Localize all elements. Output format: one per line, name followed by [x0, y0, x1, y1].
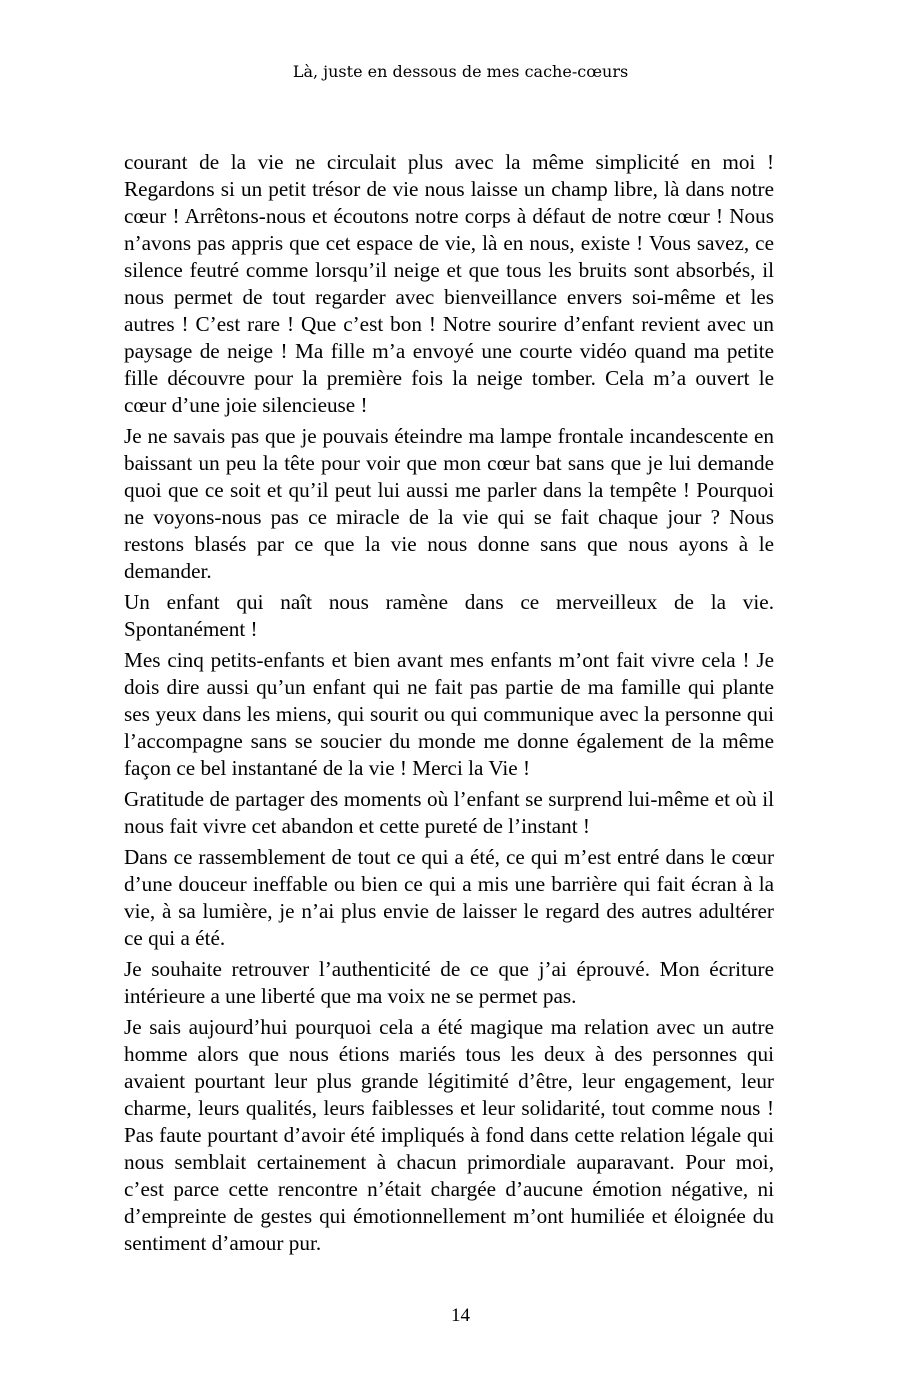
paragraph: Je ne savais pas que je pouvais éteindre ma lampe frontale incandescente en baissant un peu la tête pour voir que mon cœur bat sans que je lui demande quoi que ce soit et qu’il peut lui aussi me parler dans la tempête ! Pourquoi ne voyons-nous pas ce miracle de la vie qui se fait chaque jour ? Nous restons blasés par ce que la vie nous donne sans que nous ayons à le demander. [124, 424, 774, 583]
paragraph: courant de la vie ne circulait plus avec la même simplicité en moi ! Regardons si un petit trésor de vie nous laisse un champ libre, là dans notre cœur ! Arrêtons-nous et écoutons notre corps à défaut de notre cœur ! Nous n’avons pas appris que cet espace de vie, là en nous, existe ! Vous savez, ce silence feutré comme lorsqu’il neige et que tous les bruits sont absorbés, il nous permet de tout regarder avec bienveillance envers soi-même et les autres ! C’est rare ! Que c’est bon ! Notre sourire d’enfant revient avec un paysage de neige ! Ma fille m’a envoyé une courte vidéo quand ma petite fille découvre pour la première fois la neige tomber. Cela m’a ouvert le cœur d’une joie silencieuse ! [124, 150, 774, 417]
paragraph: Gratitude de partager des moments où l’enfant se surprend lui-même et où il nous fait vivre cet abandon et cette pureté de l’instant ! [124, 787, 774, 838]
paragraph: Dans ce rassemblement de tout ce qui a été, ce qui m’est entré dans le cœur d’une douceur ineffable ou bien ce qui a mis une barrière qui fait écran à la vie, à sa lumière, je n’ai plus envie de laisser le regard des autres adultérer ce qui a été. [124, 845, 774, 950]
paragraph: Mes cinq petits-enfants et bien avant mes enfants m’ont fait vivre cela ! Je dois dire aussi qu’un enfant qui ne fait pas partie de ma famille qui plante ses yeux dans les miens, qui sourit ou qui communique avec la personne qui l’accompagne sans se soucier du monde me donne également de la même façon ce bel instantané de la vie ! Merci la Vie ! [124, 648, 774, 780]
page-number: 14 [451, 1305, 470, 1326]
running-header: Là, juste en dessous de mes cache-cœurs [292, 62, 629, 81]
body-text [124, 149, 774, 1261]
paragraph: Je sais aujourd’hui pourquoi cela a été magique ma relation avec un autre homme alors que nous étions mariés tous les deux à des personnes qui avaient pourtant leur plus grande légitimité d’être, leur engagement, leur charme, leurs qualités, leurs faiblesses et leur solidarité, tout comme nous ! Pas faute pourtant d’avoir été impliqués à fond dans cette relation légale qui nous semblait certainement à chacun primordiale auparavant. Pour moi, c’est parce cette rencontre n’était chargée d’aucune émotion négative, ni d’empreinte de gestes qui émotionnellement m’ont humiliée et éloignée du sentiment d’amour pur. [124, 1015, 774, 1255]
paragraph: Un enfant qui naît nous ramène dans ce merveilleux de la vie. Spontanément ! [124, 590, 774, 641]
paragraph: Je souhaite retrouver l’authenticité de ce que j’ai éprouvé. Mon écriture intérieure a une liberté que ma voix ne se permet pas. [124, 957, 774, 1008]
